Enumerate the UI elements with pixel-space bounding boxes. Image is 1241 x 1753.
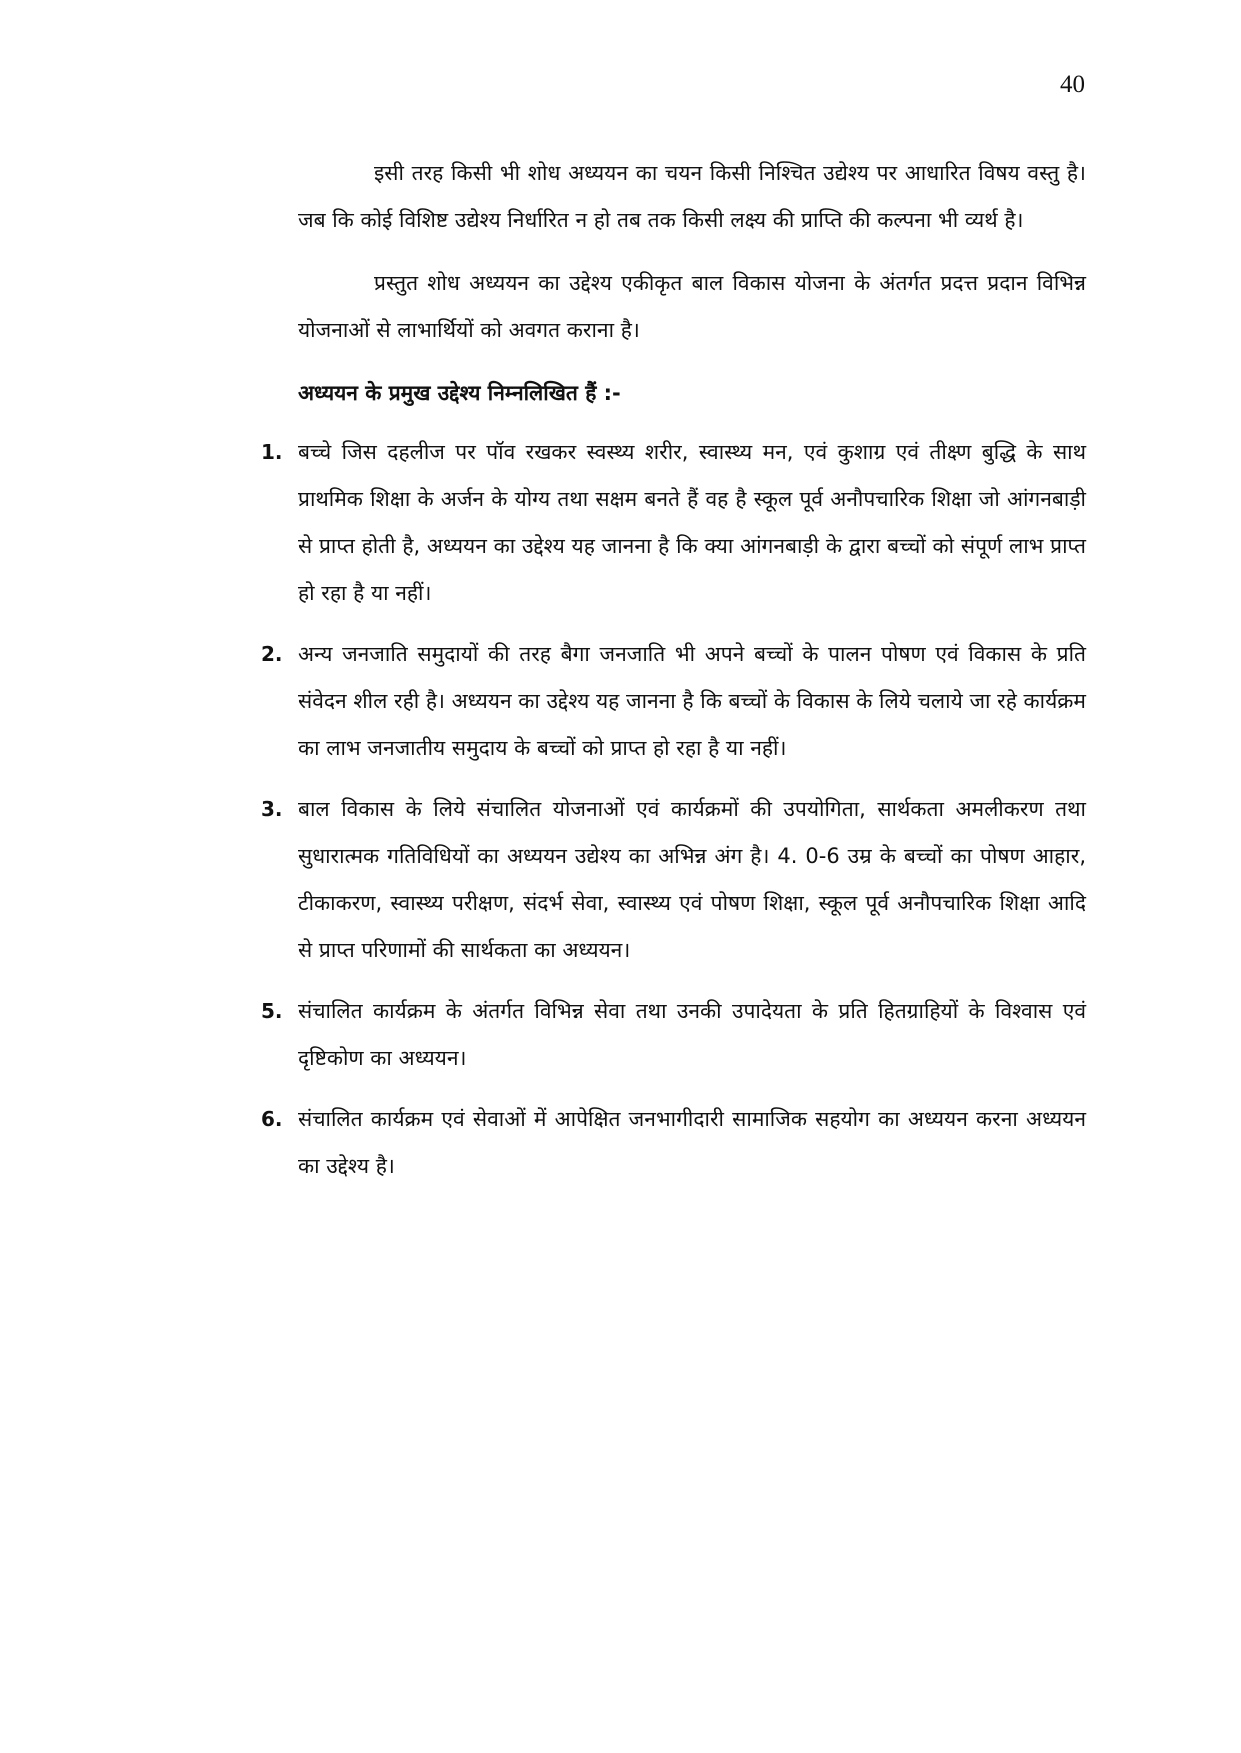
list-item <box>261 631 1086 772</box>
list-item-text: संचालित कार्यक्रम एवं सेवाओं में आपेक्षित जनभागीदारी सामाजिक सहयोग का अध्ययन करना अध्ययन का उद्देश्य है। <box>298 1107 1086 1178</box>
list-item-number: 5. <box>261 999 283 1023</box>
list-item-number: 2. <box>261 642 283 666</box>
list-item-number: 6. <box>261 1107 283 1131</box>
objectives-list <box>261 429 1086 1190</box>
list-item-text: अन्य जनजाति समुदायों की तरह बैगा जनजाति भी अपने बच्चों के पालन पोषण एवं विकास के प्रति संवेदन शील रही है। अध्ययन का उद्देश्य यह जानना है कि बच्चों के विकास के लिये चलाये जा रहे कार्यक्रम का लाभ जनजातीय समुदाय के बच्चों को प्राप्त हो रहा है या नहीं। <box>298 642 1086 760</box>
list-item <box>261 786 1086 974</box>
list-item <box>261 429 1086 617</box>
intro-paragraph: इसी तरह किसी भी शोध अध्ययन का चयन किसी निश्चित उद्येश्य पर आधारित विषय वस्तु है। जब कि कोई विशिष्ट उद्येश्य निर्धारित न हो तब तक किसी लक्ष्य की प्राप्ति की कल्पना भी व्यर्थ है। <box>298 161 1086 232</box>
list-item-text: संचालित कार्यक्रम के अंतर्गत विभिन्न सेवा तथा उनकी उपादेयता के प्रति हितग्राहियों के विश्वास एवं दृष्टिकोण का अध्ययन। <box>298 999 1086 1070</box>
objectives-heading: अध्ययन के प्रमुख उद्देश्य निम्नलिखित हैं :- <box>298 381 621 405</box>
list-item-text: बच्चे जिस दहलीज पर पॉव रखकर स्वस्थ्य शरीर, स्वास्थ्य मन, एवं कुशाग्र एवं तीक्ष्ण बुद्धि के साथ प्राथमिक शिक्षा के अर्जन के योग्य तथा सक्षम बनते हैं वह है स्कूल पूर्व अनौपचारिक शिक्षा जो आंगनबाड़ी से प्राप्त होती है, अध्ययन का उद्देश्य यह जानना है कि क्या आंगनबाड़ी के द्वारा बच्चों को संपूर्ण लाभ प्राप्त हो रहा है या नहीं। <box>298 440 1086 605</box>
document-body <box>261 150 1086 1204</box>
list-item-number: 3. <box>261 797 283 821</box>
purpose-paragraph: प्रस्तुत शोध अध्ययन का उद्देश्य एकीकृत बाल विकास योजना के अंतर्गत प्रदत्त प्रदान विभिन्न योजनाओं से लाभार्थियों को अवगत कराना है। <box>298 271 1086 342</box>
list-item-text: बाल विकास के लिये संचालित योजनाओं एवं कार्यक्रमों की उपयोगिता, सार्थकता अमलीकरण तथा सुधारात्मक गतिविधियों का अध्ययन उद्येश्य का अभिन्न अंग है। 4. 0-6 उम्र के बच्चों का पोषण आहार, टीकाकरण, स्वास्थ्य परीक्षण, संदर्भ सेवा, स्वास्थ्य एवं पोषण शिक्षा, स्कूल पूर्व अनौपचारिक शिक्षा आदि से प्राप्त परिणामों की सार्थकता का अध्ययन। <box>298 797 1086 962</box>
list-item <box>261 1096 1086 1190</box>
list-item <box>261 988 1086 1082</box>
page-number: 40 <box>1060 71 1085 98</box>
list-item-number: 1. <box>261 440 283 464</box>
